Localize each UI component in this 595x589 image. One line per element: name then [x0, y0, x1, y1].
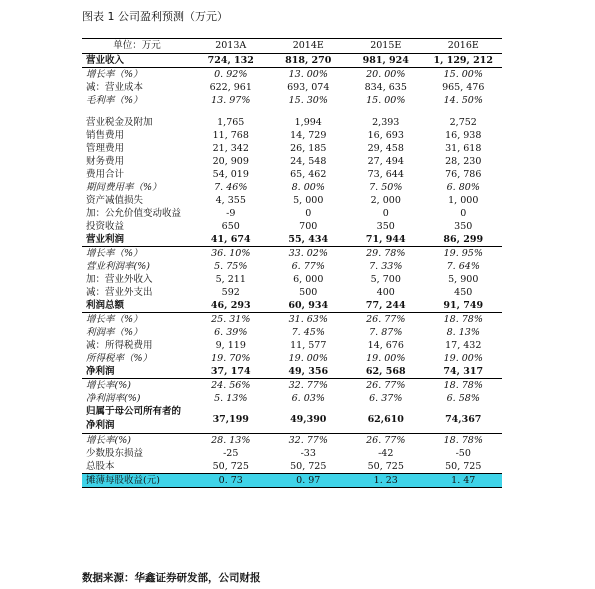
table-body [82, 54, 502, 488]
row-value: 6, 000 [293, 274, 324, 285]
row-value: 5. 13% [214, 393, 248, 404]
table-row [82, 286, 502, 299]
table-row [82, 460, 502, 474]
table-row [82, 434, 502, 448]
row-value: 26. 77% [366, 314, 406, 325]
row-label: 营业利润率(%) [86, 261, 150, 272]
row-value: 13. 00% [288, 69, 328, 80]
row-value: 0 [382, 208, 389, 219]
row-value: 19. 95% [443, 248, 483, 259]
row-value: 7. 33% [369, 261, 403, 272]
row-value: 49, 356 [270, 365, 348, 379]
row-value: 41, 674 [192, 233, 270, 247]
row-value: 32. 77% [288, 435, 328, 446]
row-value: 24. 56% [211, 380, 251, 391]
row-value: 7. 87% [369, 327, 403, 338]
row-value: 6. 37% [369, 393, 403, 404]
row-value: 77, 244 [347, 299, 425, 313]
row-value: 622, 961 [209, 82, 252, 93]
row-label: 少数股东损益 [86, 448, 144, 459]
row-value: 31. 63% [288, 314, 328, 325]
row-value: 37,199 [192, 405, 270, 434]
row-label: 财务费用 [86, 156, 125, 167]
row-value: 7. 64% [446, 261, 480, 272]
row-value: 5, 211 [215, 274, 246, 285]
row-value: 2, 000 [370, 195, 401, 206]
table-row [82, 352, 502, 365]
row-label: 营业收入 [82, 54, 192, 68]
row-value: 19. 00% [443, 353, 483, 364]
table-row [82, 447, 502, 460]
row-value: 36. 10% [211, 248, 251, 259]
row-value: 0. 92% [214, 69, 248, 80]
table-row [82, 194, 502, 207]
row-label: 增长率（%） [86, 69, 143, 80]
row-label: 增长率（%） [86, 248, 143, 259]
table-row [82, 68, 502, 82]
row-value: 37, 174 [192, 365, 270, 379]
row-label: 减：所得税费用 [86, 340, 153, 351]
row-label: 营业利润 [82, 233, 192, 247]
row-value: 2,393 [372, 117, 400, 128]
table-row [82, 220, 502, 233]
row-value: 700 [299, 221, 318, 232]
row-value: 18. 78% [443, 380, 483, 391]
row-value: 6. 03% [291, 393, 325, 404]
row-value: 5. 75% [214, 261, 248, 272]
row-value: 55, 434 [270, 233, 348, 247]
row-value: 28. 13% [211, 435, 251, 446]
table-row [82, 313, 502, 327]
row-value: 71, 944 [347, 233, 425, 247]
row-label: 费用合计 [86, 169, 125, 180]
row-label: 资产减值损失 [86, 195, 144, 206]
row-value: 0. 73 [192, 474, 270, 488]
row-value: 31, 618 [445, 143, 482, 154]
row-label: 减：营业成本 [86, 82, 144, 93]
row-label: 增长率（%） [86, 314, 143, 325]
row-value: 14, 729 [290, 130, 327, 141]
row-value: 6. 80% [446, 182, 480, 193]
row-value: 7. 50% [369, 182, 403, 193]
row-value: 1,765 [217, 117, 245, 128]
row-value: 11, 577 [290, 340, 327, 351]
row-value: 49,390 [270, 405, 348, 434]
row-value: 724, 132 [192, 54, 270, 68]
row-label: 净利润 [82, 365, 192, 379]
table-row [82, 129, 502, 142]
row-value: 50, 725 [290, 461, 327, 472]
row-value: 91, 749 [425, 299, 503, 313]
row-value: 86, 299 [425, 233, 503, 247]
header-year: 2016E [425, 39, 503, 54]
header-unit: 单位：万元 [82, 39, 192, 54]
table-row [82, 365, 502, 379]
table-header-row [82, 39, 502, 54]
row-label: 增长率(%) [86, 435, 131, 446]
row-value: 1. 47 [425, 474, 503, 488]
row-value: 5, 700 [370, 274, 401, 285]
row-value: 65, 462 [290, 169, 327, 180]
row-value: 981, 924 [347, 54, 425, 68]
row-value: 4, 355 [215, 195, 246, 206]
row-value: 818, 270 [270, 54, 348, 68]
row-value: 5, 900 [448, 274, 479, 285]
row-value: -50 [455, 448, 471, 459]
earnings-forecast-table-wrap [82, 38, 502, 488]
row-value: 24, 548 [290, 156, 327, 167]
row-label: 总股本 [86, 461, 115, 472]
row-value: 50, 725 [367, 461, 404, 472]
data-source-note: 数据来源：华鑫证券研发部，公司财报 [82, 572, 261, 584]
header-year: 2013A [192, 39, 270, 54]
table-row [82, 379, 502, 393]
row-value: 13. 97% [211, 95, 251, 106]
row-value: 25. 31% [211, 314, 251, 325]
earnings-forecast-table [82, 38, 502, 488]
row-value: 20, 909 [212, 156, 249, 167]
row-value: 2,752 [449, 117, 477, 128]
row-value: -42 [378, 448, 394, 459]
row-value: 74,367 [425, 405, 503, 434]
row-value: 1, 000 [448, 195, 479, 206]
row-value: 350 [454, 221, 473, 232]
row-value: 11, 768 [212, 130, 249, 141]
row-value: 16, 938 [445, 130, 482, 141]
row-value: 19. 00% [366, 353, 406, 364]
row-value: 400 [376, 287, 395, 298]
row-value: 29, 458 [367, 143, 404, 154]
table-caption: 图表 1 公司盈利预测（万元） [82, 10, 228, 23]
table-row [82, 94, 502, 107]
row-value: 76, 786 [445, 169, 482, 180]
row-value: 50, 725 [212, 461, 249, 472]
row-label: 期间费用率（%） [86, 182, 162, 193]
row-value: 834, 635 [364, 82, 407, 93]
row-value: 15. 30% [288, 95, 328, 106]
row-value: 18. 78% [443, 314, 483, 325]
row-value: 350 [376, 221, 395, 232]
row-value: 46, 293 [192, 299, 270, 313]
row-value: 19. 00% [288, 353, 328, 364]
row-value: 9, 119 [215, 340, 246, 351]
row-value: 14, 676 [367, 340, 404, 351]
row-value: -33 [300, 448, 316, 459]
row-value: 19. 70% [211, 353, 251, 364]
row-value: 26. 77% [366, 435, 406, 446]
row-value: 60, 934 [270, 299, 348, 313]
row-label: 所得税率（%） [86, 353, 153, 364]
row-value: 15. 00% [443, 69, 483, 80]
row-value: 28, 230 [445, 156, 482, 167]
row-value: 500 [299, 287, 318, 298]
row-label: 营业税金及附加 [86, 117, 153, 128]
row-value: 8. 13% [446, 327, 480, 338]
table-row [82, 273, 502, 286]
row-value: 29. 78% [366, 248, 406, 259]
row-value: 6. 58% [446, 393, 480, 404]
row-label: 投资收益 [86, 221, 125, 232]
row-value: 650 [221, 221, 240, 232]
header-year: 2015E [347, 39, 425, 54]
table-row [82, 207, 502, 220]
row-value: 21, 342 [212, 143, 249, 154]
row-value: 50, 725 [445, 461, 482, 472]
row-value: 7. 46% [214, 182, 248, 193]
table-row [82, 233, 502, 247]
row-value: 15. 00% [366, 95, 406, 106]
table-row [82, 155, 502, 168]
row-value: 1. 23 [347, 474, 425, 488]
row-value: 26. 77% [366, 380, 406, 391]
row-value: 14. 50% [443, 95, 483, 106]
row-value: 32. 77% [288, 380, 328, 391]
row-value: 0 [460, 208, 467, 219]
row-value: 62, 568 [347, 365, 425, 379]
row-label: 加：营业外收入 [86, 274, 153, 285]
row-value: 6. 39% [214, 327, 248, 338]
row-value: 54, 019 [212, 169, 249, 180]
row-label: 利润率（%） [86, 327, 143, 338]
row-value: 8. 00% [291, 182, 325, 193]
row-label: 加：公允价值变动收益 [86, 208, 182, 219]
row-value: -9 [226, 208, 236, 219]
row-value: 18. 78% [443, 435, 483, 446]
row-value: 693, 074 [287, 82, 330, 93]
table-row [82, 405, 502, 434]
table-row [82, 247, 502, 261]
table-row [82, 181, 502, 194]
row-value: 7. 45% [291, 327, 325, 338]
row-label: 销售费用 [86, 130, 125, 141]
row-value: 0. 97 [270, 474, 348, 488]
table-row [82, 107, 502, 129]
row-value: 1, 129, 212 [425, 54, 503, 68]
row-value: 16, 693 [367, 130, 404, 141]
table-row [82, 168, 502, 181]
row-value: 592 [221, 287, 240, 298]
row-label: 增长率(%) [86, 380, 131, 391]
row-value: 33. 02% [288, 248, 328, 259]
table-row [82, 299, 502, 313]
row-value: -25 [223, 448, 239, 459]
table-row [82, 54, 502, 68]
row-value: 5, 000 [293, 195, 324, 206]
row-value: 6. 77% [291, 261, 325, 272]
table-row [82, 474, 502, 488]
row-label: 净利润率(%) [86, 393, 141, 404]
row-value: 0 [305, 208, 312, 219]
row-value: 450 [454, 287, 473, 298]
row-value: 62,610 [347, 405, 425, 434]
table-row [82, 326, 502, 339]
row-value: 26, 185 [290, 143, 327, 154]
row-label: 归属于母公司所有者的净利润 [82, 405, 192, 434]
table-row [82, 81, 502, 94]
row-value: 73, 644 [367, 169, 404, 180]
table-row [82, 260, 502, 273]
table-row [82, 339, 502, 352]
row-value: 17, 432 [445, 340, 482, 351]
table-row [82, 392, 502, 405]
row-value: 20. 00% [366, 69, 406, 80]
row-label: 减：营业外支出 [86, 287, 153, 298]
row-label: 利润总额 [82, 299, 192, 313]
row-value: 74, 317 [425, 365, 503, 379]
table-row [82, 142, 502, 155]
row-label: 管理费用 [86, 143, 125, 154]
row-value: 965, 476 [442, 82, 485, 93]
row-value: 27, 494 [367, 156, 404, 167]
row-value: 1,994 [294, 117, 322, 128]
header-year: 2014E [270, 39, 348, 54]
row-label: 毛利率（%） [86, 95, 143, 106]
row-label: 摊薄每股收益(元) [82, 474, 192, 488]
